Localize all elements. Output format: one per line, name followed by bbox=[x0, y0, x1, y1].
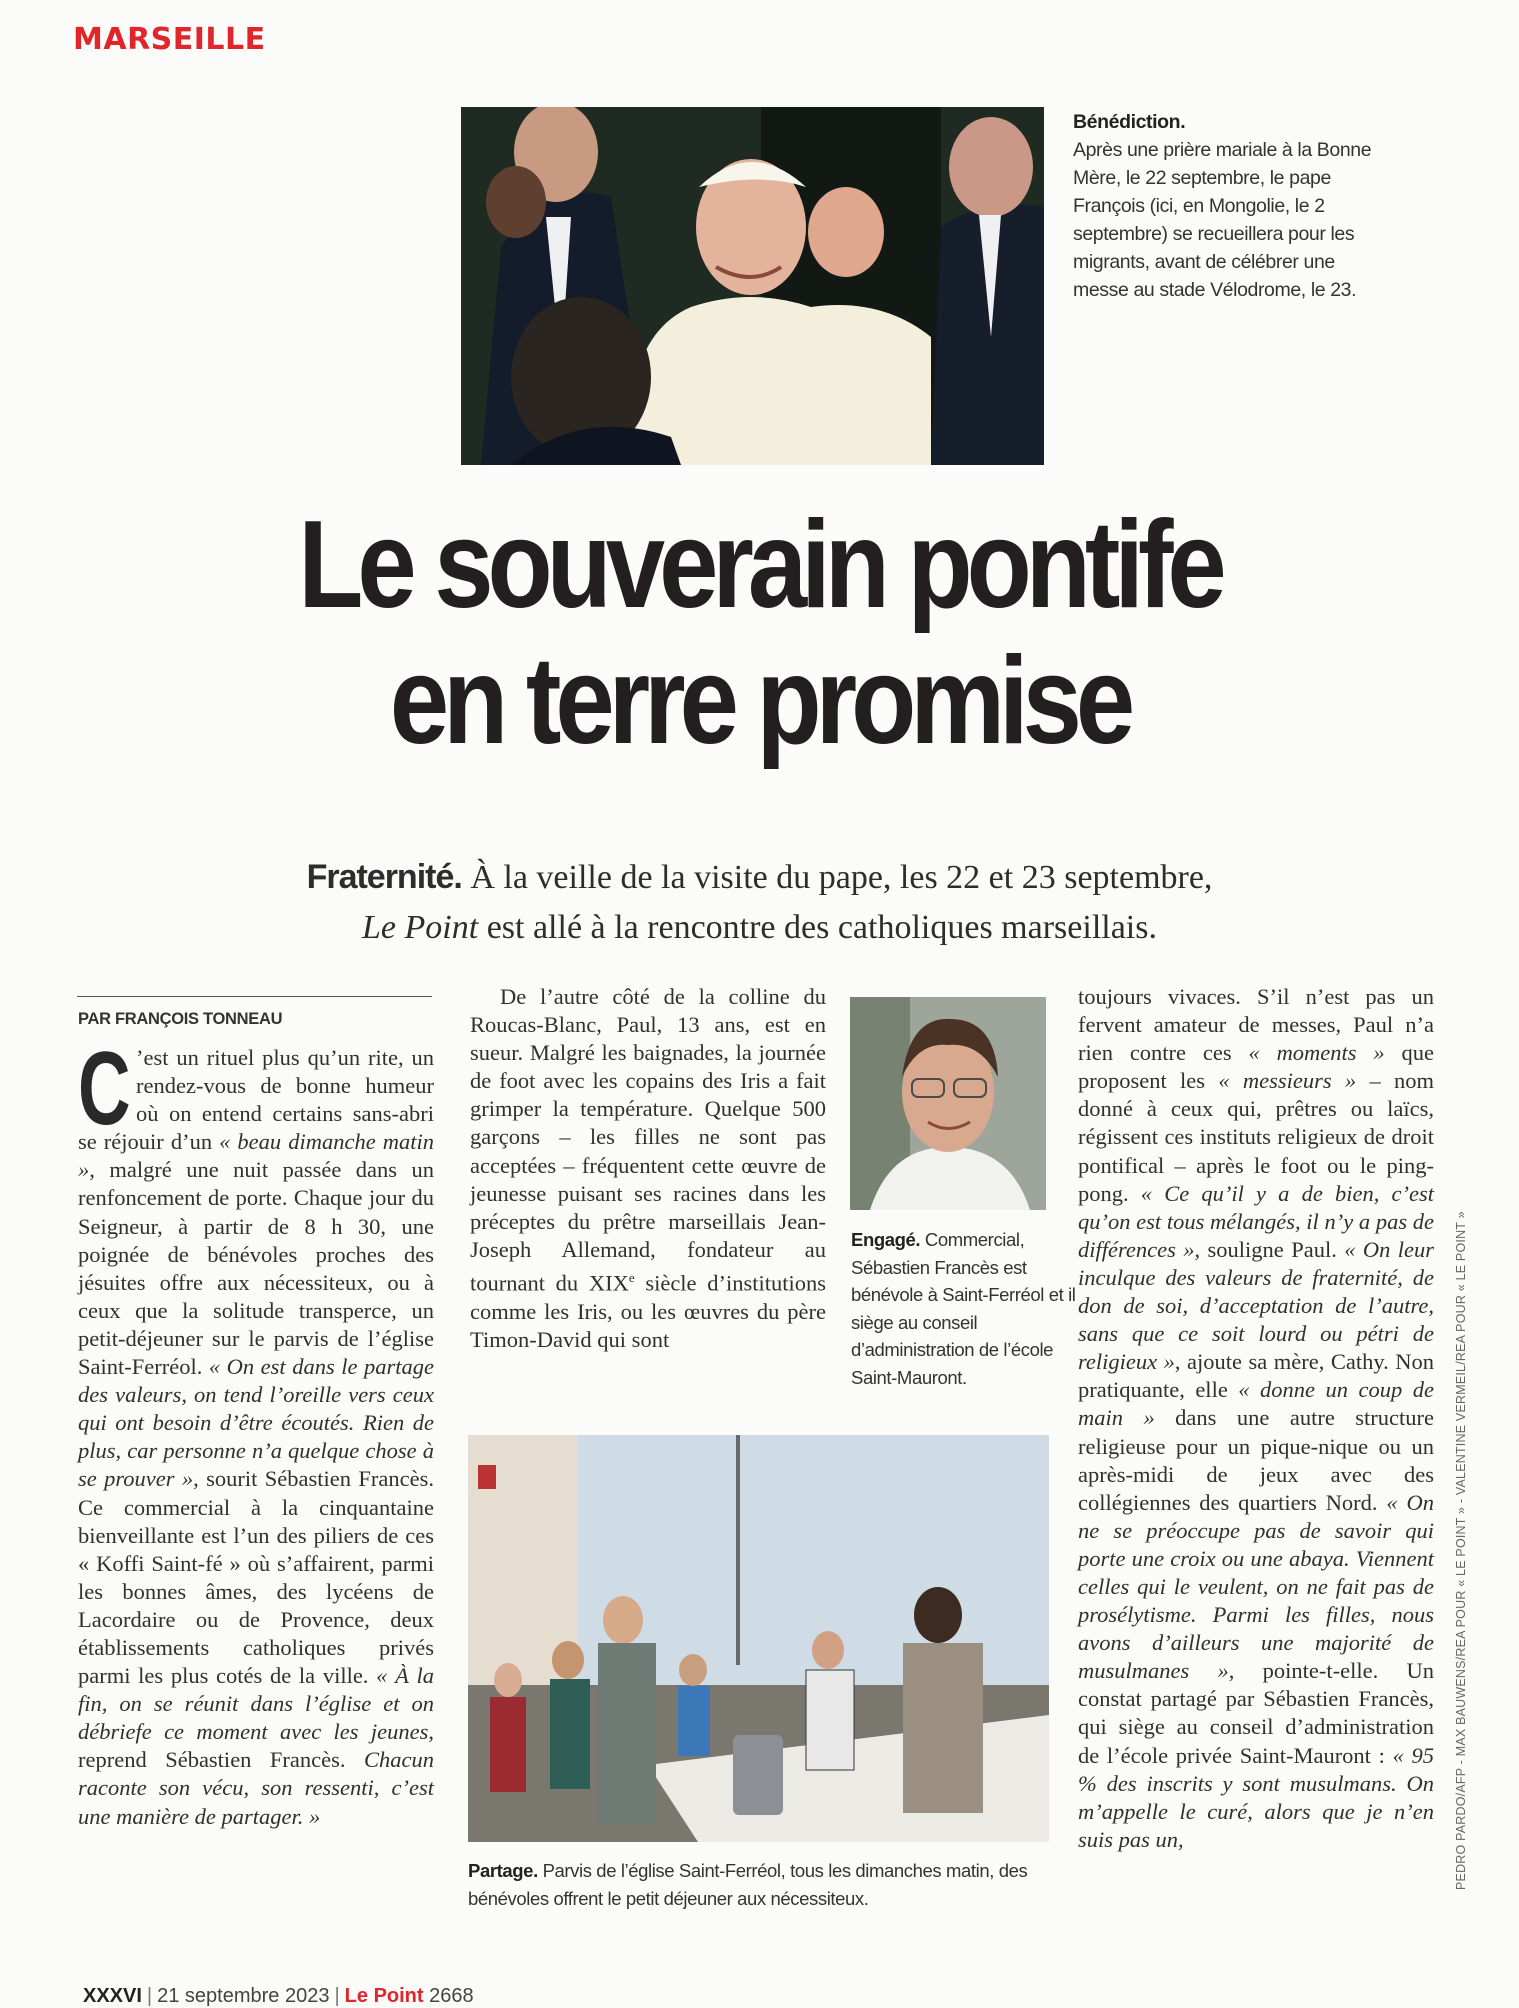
issue-date: 21 septembre 2023 bbox=[157, 1985, 330, 2007]
quote-text: Chacun raconte son vécu, son ressenti, c’est une manière de partager. » bbox=[78, 1747, 434, 1829]
caption-pope bbox=[1073, 108, 1373, 304]
footer-separator: | bbox=[334, 1985, 340, 2007]
byline-rule bbox=[77, 996, 432, 997]
body-text: toujours vivaces. S’il n’est pas un fervent amateur de messes, Paul n’a rien contre ces bbox=[1078, 984, 1434, 1066]
body-column-1 bbox=[78, 1031, 434, 1831]
body-text: , ajoute sa mère, Cathy. Non pratiquante, elle bbox=[1078, 1349, 1434, 1403]
quote-text: « donne un coup de main » bbox=[1078, 1377, 1434, 1431]
deck-lead: Fraternité. bbox=[306, 858, 462, 896]
caption-portrait bbox=[851, 1226, 1081, 1391]
caption-pope-lead: Bénédiction. bbox=[1073, 111, 1186, 133]
body-text: De l’autre côté de la colline du Roucas-Blanc, Paul, 13 ans, est en sueur. Malgré les baignades, la journée de foot avec les copains des Iris a fait grimper la température. Quelque 500 garçons – les filles ne sont pas acceptées – fréquentent cette œuvre de jeunesse puisant ses racines dans les préceptes du prêtre marseillais Jean-Joseph Allemand, fondateur au tournant du XIX bbox=[470, 984, 826, 1296]
body-text: ’est un rituel plus qu’un rite, un rendez-vous de bonne humeur où on entend certains sans-abri se réjouir d’un bbox=[78, 1045, 434, 1155]
byline: PAR FRANÇOIS TONNEAU bbox=[78, 1010, 283, 1028]
photo-pope bbox=[461, 107, 1044, 465]
footer-separator: | bbox=[146, 1985, 153, 2007]
deck-line-2: est allé à la rencontre des catholiques marseillais. bbox=[486, 909, 1157, 946]
section-label: MARSEILLE bbox=[73, 22, 266, 57]
quote-text: « beau dimanche matin » bbox=[78, 1129, 434, 1183]
body-text: que proposent les bbox=[1078, 1040, 1434, 1094]
quote-text: « On est dans le partage des valeurs, on tend l’oreille vers ceux qui ont besoin d’être écoutés. Rien de plus, car personne n’a quelque chose à se prouver » bbox=[78, 1354, 434, 1492]
body-text: , malgré une nuit passée dans un renfoncement de porte. Chaque jour du Seigneur, à partir de 8 h 30, une poignée de bénévoles proches des jésuites offre aux nécessiteux, ou à ceux que la solitude transperce, un petit-déjeuner sur le parvis de l’église Saint-Ferréol. bbox=[78, 1157, 434, 1380]
body-text: , sourit Sébastien Francès. Ce commercial à la cinquantaine bienveillante est l’un des piliers de ces « Koffi Saint-fé » où s’affairent, parmi les bonnes âmes, des lycéens de Lacordaire ou de Provence, deux établissements catholiques privés parmi les plus cotés de la ville. bbox=[78, 1466, 434, 1689]
body-text: , souligne Paul. bbox=[1194, 1236, 1345, 1262]
quote-text: « On ne se préoccupe pas de savoir qui porte une croix ou une abaya. Viennent celles qui le veulent, on ne fait pas de prosélytisme. Parmi les filles, nous avons d’ailleurs une majorité de musulmanes » bbox=[1078, 1489, 1434, 1684]
quote-text: « moments » bbox=[1248, 1040, 1385, 1066]
portrait-illustration bbox=[850, 997, 1046, 1210]
deck-publication: Le Point bbox=[362, 909, 479, 946]
body-text: , reprend Sébastien Francès. bbox=[78, 1719, 434, 1773]
page-folio: XXXVI bbox=[83, 1985, 142, 2007]
caption-portrait-lead: Engagé. bbox=[851, 1229, 921, 1250]
quote-text: « messieurs » bbox=[1218, 1068, 1357, 1094]
photo-credit: PEDRO PARDO/AFP - MAX BAUWENS/REA POUR « LE POINT » - VALENTINE VERMEIL/REA POUR « LE POINT » bbox=[1454, 1211, 1468, 1890]
pope-photo-illustration bbox=[461, 107, 1044, 465]
headline-line-1: Le souverain pontife bbox=[298, 496, 1221, 634]
photo-portrait bbox=[850, 997, 1046, 1210]
superscript: e bbox=[628, 1269, 635, 1285]
breakfast-photo-illustration bbox=[468, 1435, 1049, 1842]
body-column-4 bbox=[1078, 983, 1434, 1854]
headline-line-2: en terre promise bbox=[389, 632, 1130, 770]
body-column-2 bbox=[470, 983, 826, 1354]
photo-breakfast bbox=[468, 1435, 1049, 1842]
quote-text: « 95 % des inscrits y sont musulmans. On m’appelle le curé, alors que je n’en suis pas un, bbox=[1078, 1742, 1434, 1852]
body-text: siècle d’institutions comme les Iris, ou les œuvres du père Timon-David qui sont bbox=[470, 1270, 826, 1352]
caption-breakfast-text: Parvis de l’église Saint-Ferréol, tous les dimanches matin, des bénévoles offrent le petit déjeuner aux nécessiteux. bbox=[468, 1860, 1028, 1909]
body-text: – nom donné à ceux qui, prêtres ou laïcs, régissent ces instituts religieux de droit pontifical – après le foot ou le ping-pong. bbox=[1078, 1068, 1435, 1206]
body-text: dans une autre structure religieuse pour un pique-nique ou un après-midi de jeux avec des collégiennes des quartiers Nord. bbox=[1078, 1405, 1434, 1515]
page-footer bbox=[83, 1985, 474, 2008]
body-text: , pointe-t-elle. Un constat partagé par Sébastien Francès, qui siège au conseil d’administration de l’école privée Saint-Mauront : bbox=[1078, 1658, 1434, 1768]
deck bbox=[0, 852, 1519, 953]
caption-breakfast bbox=[468, 1857, 1068, 1912]
caption-portrait-text: Commercial, Sébastien Francès est bénévole à Saint-Ferréol et il siège au conseil d’administration de l’école Saint-Mauront. bbox=[851, 1229, 1076, 1388]
quote-text: « À la fin, on se réunit dans l’église et on débriefe ce moment avec les jeunes bbox=[78, 1663, 434, 1745]
quote-text: « On leur inculque des valeurs de fraternité, de don de soi, d’acceptation de l’autre, sans que ce soit lourd ou pétri de religieux » bbox=[1078, 1236, 1434, 1375]
drop-cap: C bbox=[78, 1031, 131, 1147]
caption-breakfast-lead: Partage. bbox=[468, 1860, 538, 1881]
caption-pope-text: Après une prière mariale à la Bonne Mère, le 22 septembre, le pape François (ici, en Mongolie, le 2 septembre) se recueillera pour les migrants, avant de célébrer une messe au stade Vélodrome, le 23. bbox=[1073, 139, 1372, 301]
issue-number: 2668 bbox=[429, 1985, 474, 2007]
deck-line-1: À la veille de la visite du pape, les 22 et 23 septembre, bbox=[470, 859, 1213, 896]
quote-text: « Ce qu’il y a de bien, c’est qu’on est tous mélangés, il n’y a pas de différences » bbox=[1078, 1180, 1434, 1262]
headline bbox=[106, 497, 1412, 769]
publication-name: Le Point bbox=[344, 1985, 424, 2007]
